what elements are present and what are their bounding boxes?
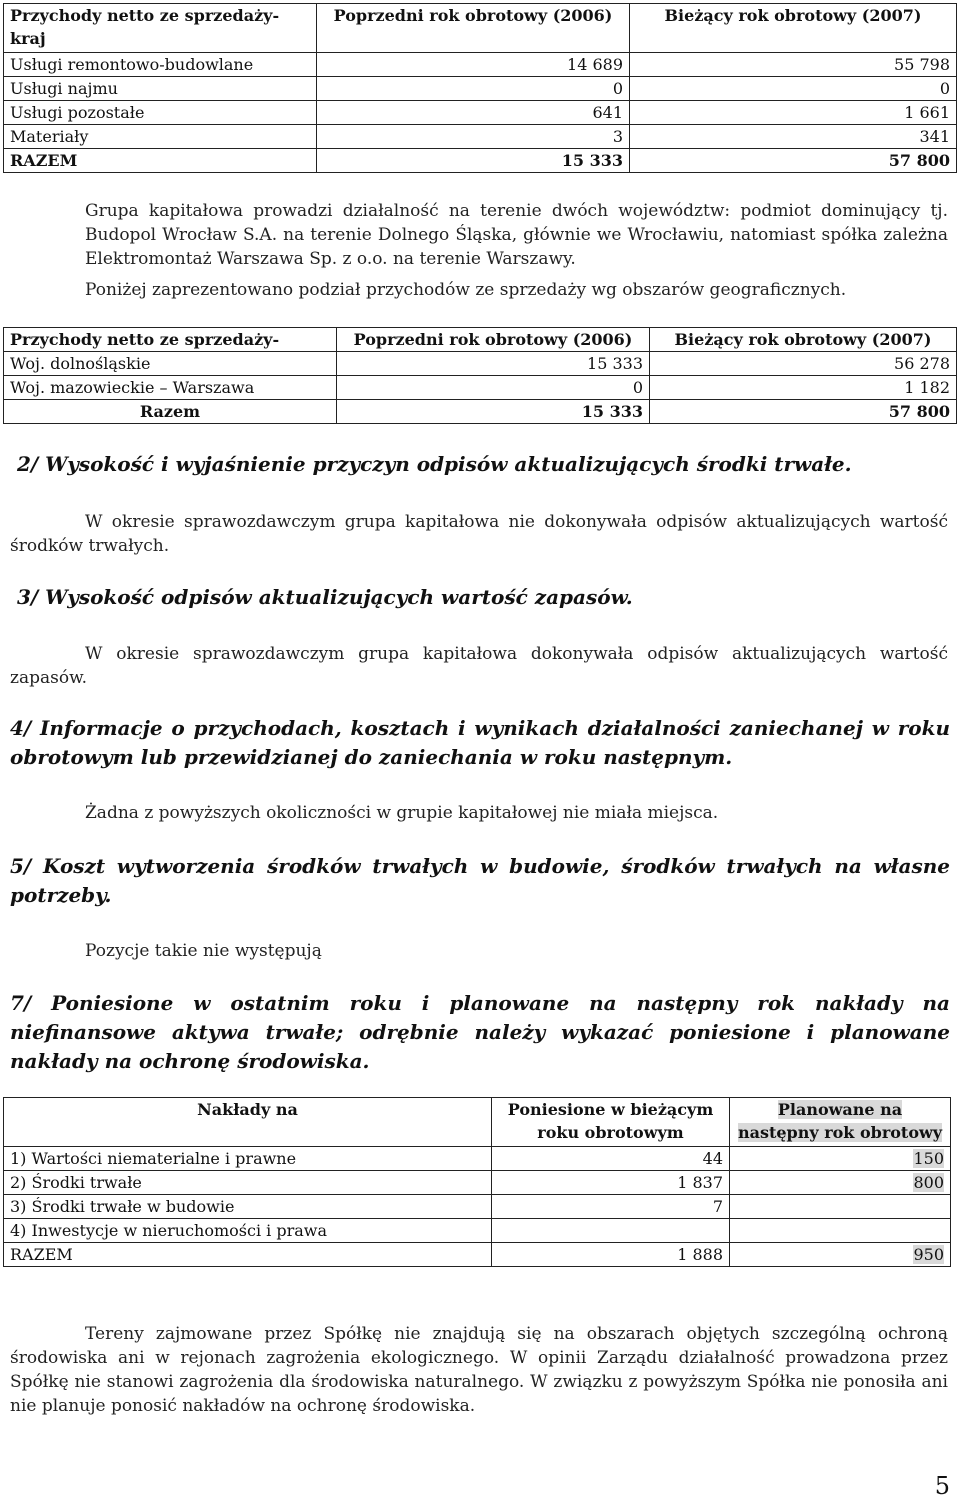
table1-row-curr: 1 661 <box>630 101 957 125</box>
table3-row-planned <box>730 1147 951 1171</box>
section-4-paragraph: Żadna z powyższych okoliczności w grupie kapitałowej nie miała miejsca. <box>85 803 719 823</box>
table1-total-label: RAZEM <box>4 149 317 173</box>
table3-planned-total-value: 950 <box>913 1245 944 1264</box>
section-2-paragraph: W okresie sprawozdawczym grupa kapitałowa nie dokonywała odpisów aktualizujących wartość środków trwałych. <box>10 512 948 556</box>
table1-total-prev: 15 333 <box>317 149 630 173</box>
table3-row-planned <box>730 1195 951 1219</box>
table1-row-prev: 0 <box>317 77 630 101</box>
section-2-heading: 2/ Wysokość i wyjaśnienie przyczyn odpisów aktualizujących środki trwałe. <box>17 452 852 476</box>
table3-total-planned <box>730 1243 951 1267</box>
intro-paragraph: Grupa kapitałowa prowadzi działalność na terenie dwóch województw: podmiot dominujący tj. Budopol Wrocław S.A. na terenie Dolnego Śląska, głównie we Wrocławiu, natomiast spółka zależna Elektromontaż Warszawa Sp. z o.o. na terenie Warszawy. <box>85 201 948 269</box>
table1-row-label: Usługi najmu <box>4 77 317 101</box>
table3-total-label: RAZEM <box>4 1243 492 1267</box>
table3-header-2: Poniesione w bieżącym roku obrotowym <box>492 1098 730 1147</box>
environment-paragraph: Tereny zajmowane przez Spółkę nie znajdują się na obszarach objętych szczególną ochroną środowiska ani w rejonach zagrożenia ekologicznego. W opinii Zarządu działalność prowadzona przez Spółkę nie stanowi zagrożenia dla środowiska naturalnego. W związku z powyższym Spółka nie ponosiła ani nie planuje ponosić nakładów na ochronę środowiska. <box>10 1324 948 1416</box>
table1-row-prev: 641 <box>317 101 630 125</box>
table3-row-spent: 1 837 <box>492 1171 730 1195</box>
geo-intro-paragraph: Poniżej zaprezentowano podział przychodów ze sprzedaży wg obszarów geograficznych. <box>85 280 847 300</box>
table2-row-curr: 1 182 <box>650 376 957 400</box>
table2-row-prev: 15 333 <box>337 352 650 376</box>
table3-header-3 <box>730 1098 951 1147</box>
table2-row-label: Woj. mazowieckie – Warszawa <box>4 376 337 400</box>
table3-row-planned <box>730 1219 951 1243</box>
table2-total-label: Razem <box>4 400 337 424</box>
table1-header-2: Poprzedni rok obrotowy (2006) <box>317 4 630 53</box>
section-7-heading: 7/ Poniesione w ostatnim roku i planowane na następny rok nakłady na niefinansowe aktywa trwałe; odrębnie należy wykazać poniesione i planowane nakłady na ochronę środowiska. <box>10 991 950 1073</box>
table1-header-1: Przychody netto ze sprzedaży-kraj <box>4 4 317 53</box>
section-4-heading: 4/ Informacje o przychodach, kosztach i wynikach działalności zaniechanej w roku obrotowym lub przewidzianej do zaniechania w roku następnym. <box>10 716 950 769</box>
section-3-heading: 3/ Wysokość odpisów aktualizujących wartość zapasów. <box>17 585 633 609</box>
table3-row-label: 2) Środki trwałe <box>4 1171 492 1195</box>
section-5-paragraph: Pozycje takie nie występują <box>85 941 322 961</box>
table3-row-spent <box>492 1219 730 1243</box>
revenue-by-service-table <box>3 3 957 173</box>
table3-row-spent: 44 <box>492 1147 730 1171</box>
table1-row-label: Materiały <box>4 125 317 149</box>
investment-outlays-table <box>3 1097 951 1267</box>
table3-row-label: 4) Inwestycje w nieruchomości i prawa <box>4 1219 492 1243</box>
table3-total-spent: 1 888 <box>492 1243 730 1267</box>
table1-row-label: Usługi remontowo-budowlane <box>4 53 317 77</box>
table2-row-curr: 56 278 <box>650 352 957 376</box>
table1-row-curr: 0 <box>630 77 957 101</box>
table3-row-label: 3) Środki trwałe w budowie <box>4 1195 492 1219</box>
table3-planned-value: 800 <box>913 1173 944 1192</box>
table3-planned-value: 150 <box>913 1149 944 1168</box>
table1-row-label: Usługi pozostałe <box>4 101 317 125</box>
table2-header-3: Bieżący rok obrotowy (2007) <box>650 328 957 352</box>
section-5-heading: 5/ Koszt wytworzenia środków trwałych w budowie, środków trwałych na własne potrzeby. <box>10 854 950 907</box>
table1-header-3: Bieżący rok obrotowy (2007) <box>630 4 957 53</box>
table2-header-1: Przychody netto ze sprzedaży- <box>4 328 337 352</box>
table3-row-spent: 7 <box>492 1195 730 1219</box>
table2-total-curr: 57 800 <box>650 400 957 424</box>
table3-header-1: Nakłady na <box>4 1098 492 1147</box>
table3-header-3-text: Planowane na następny rok obrotowy <box>737 1100 943 1142</box>
page-number: 5 <box>934 1472 950 1500</box>
table1-row-curr: 341 <box>630 125 957 149</box>
table1-row-prev: 14 689 <box>317 53 630 77</box>
table1-row-prev: 3 <box>317 125 630 149</box>
table2-header-2: Poprzedni rok obrotowy (2006) <box>337 328 650 352</box>
table2-row-prev: 0 <box>337 376 650 400</box>
table2-total-prev: 15 333 <box>337 400 650 424</box>
revenue-by-region-table <box>3 327 957 424</box>
table2-row-label: Woj. dolnośląskie <box>4 352 337 376</box>
table1-row-curr: 55 798 <box>630 53 957 77</box>
section-3-paragraph: W okresie sprawozdawczym grupa kapitałowa dokonywała odpisów aktualizujących wartość zapasów. <box>10 644 948 688</box>
table1-total-curr: 57 800 <box>630 149 957 173</box>
table3-row-label: 1) Wartości niematerialne i prawne <box>4 1147 492 1171</box>
table3-row-planned <box>730 1171 951 1195</box>
